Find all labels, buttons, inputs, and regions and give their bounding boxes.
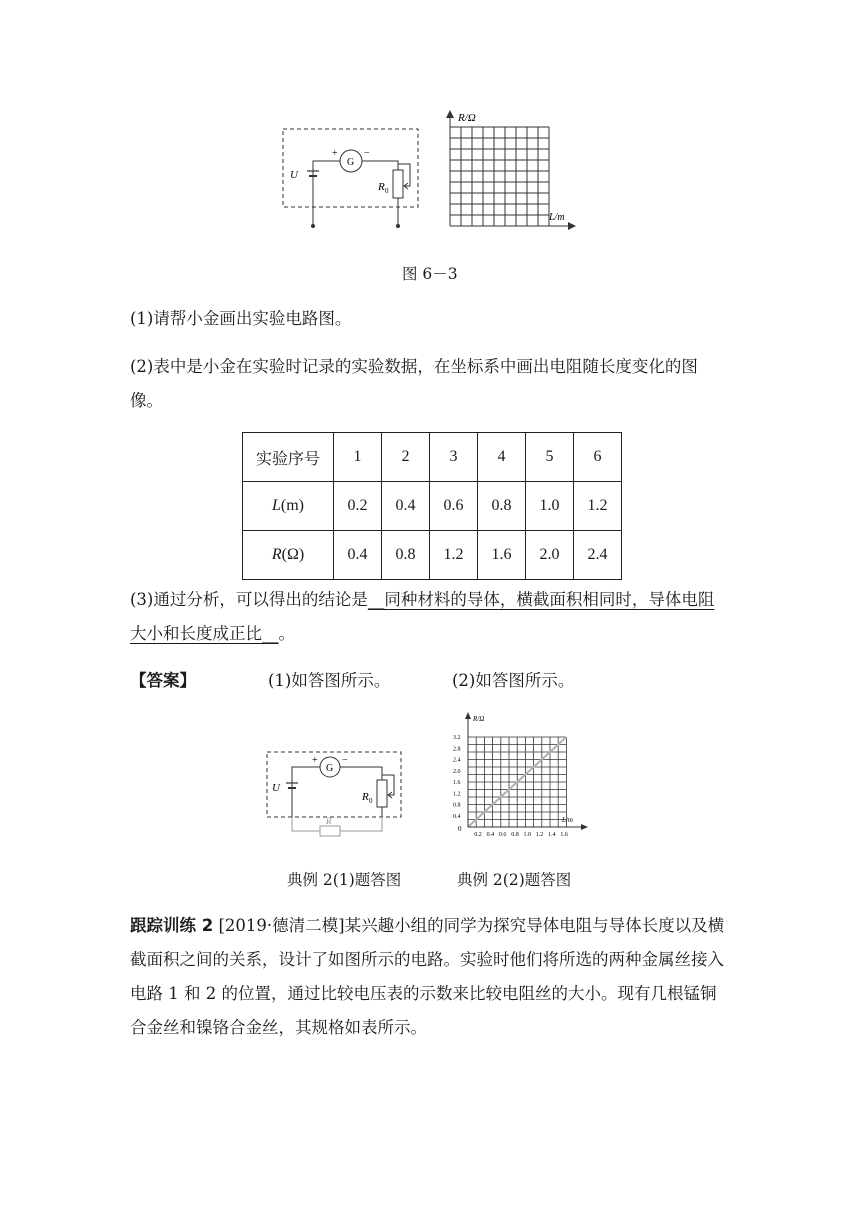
svg-text:R: R bbox=[326, 816, 332, 826]
answer-label: 【答案】 bbox=[130, 671, 196, 690]
rheostat-icon bbox=[377, 780, 387, 807]
x-tick-label: 0.8 bbox=[511, 832, 519, 838]
x-axis-label: L/m bbox=[549, 212, 565, 223]
origin-label: 0 bbox=[458, 825, 462, 833]
y-axis-label: R/Ω bbox=[473, 715, 485, 723]
table-row: R(Ω) 0.4 0.8 1.2 1.6 2.0 2.4 bbox=[243, 531, 622, 580]
svg-text:G: G bbox=[326, 763, 334, 774]
practice-label: 跟踪训练 2 bbox=[130, 916, 214, 935]
question-3-answer: __同种材料的导体，横截面积相同时，导体电阻大小和长度成正比__ bbox=[130, 590, 715, 643]
svg-text:0: 0 bbox=[385, 187, 389, 195]
y-tick-label: 3.2 bbox=[453, 735, 461, 741]
y-tick-label: 2.8 bbox=[453, 746, 461, 753]
y-tick-label: 0.4 bbox=[453, 813, 461, 820]
table-row: L(m) 0.2 0.4 0.6 0.8 1.0 1.2 bbox=[243, 482, 622, 531]
y-tick-label: 2.4 bbox=[453, 757, 461, 764]
x-tick-label: 1.0 bbox=[523, 832, 531, 838]
y-axis-label: R/Ω bbox=[458, 112, 476, 124]
x-tick-label: 0.6 bbox=[498, 832, 507, 838]
answer-caption-1: 典例 2(1)题答图 bbox=[287, 871, 402, 889]
svg-text:G: G bbox=[347, 157, 355, 168]
svg-text:R: R bbox=[362, 791, 369, 803]
rheostat-icon bbox=[393, 170, 403, 198]
practice-paragraph: 跟踪训练 2 [2019·德清二模]某兴趣小组的同学为探究导体电阻与导体长度以及横截面积之间的关系，设计了如图所示的电路。实验时他们将所选的两种金属丝接入电路 1 和 2 的位置，通过比较电压表的示数来比较电阻丝的大小。现有几根锰铜合金丝和镍铬合金丝，其规格如表所示。 bbox=[130, 916, 725, 1037]
svg-text:−: − bbox=[342, 755, 348, 766]
empty-grid bbox=[450, 127, 549, 226]
svg-text:R: R bbox=[378, 181, 385, 193]
question-2: (2)表中是小金在实验时记录的实验数据，在坐标系中画出电阻随长度变化的图像。 bbox=[130, 357, 698, 410]
svg-text:+: + bbox=[312, 755, 318, 766]
y-tick-label: 2.0 bbox=[453, 768, 461, 775]
answer-circuit-diagram bbox=[262, 745, 407, 840]
answer-part-1: (1)如答图所示。 bbox=[268, 671, 391, 690]
data-table bbox=[242, 432, 622, 580]
x-tick-label: 1.6 bbox=[560, 832, 568, 838]
svg-text:U: U bbox=[272, 782, 280, 794]
answer-part-2: (2)如答图所示。 bbox=[452, 671, 575, 690]
svg-text:0: 0 bbox=[369, 797, 373, 805]
x-tick-label: 0.4 bbox=[486, 832, 495, 838]
svg-text:−: − bbox=[364, 148, 370, 159]
svg-text:U: U bbox=[290, 169, 298, 181]
question-1: (1)请帮小金画出实验电路图。 bbox=[130, 309, 352, 328]
x-tick-label: 1.2 bbox=[535, 832, 544, 838]
figure-6-3 bbox=[278, 108, 618, 233]
x-tick-label: 1.4 bbox=[548, 832, 556, 838]
answer-chart bbox=[436, 710, 596, 840]
svg-text:+: + bbox=[332, 148, 338, 159]
answer-caption-2: 典例 2(2)题答图 bbox=[457, 871, 572, 889]
y-tick-label: 1.2 bbox=[453, 791, 461, 798]
y-tick-label: 0.8 bbox=[453, 802, 461, 809]
figure-caption: 图 6－3 bbox=[402, 265, 458, 283]
x-axis-label: L/m bbox=[562, 816, 573, 824]
table-header-row: 实验序号 1 2 3 4 5 6 bbox=[243, 433, 622, 482]
y-tick-label: 1.6 bbox=[453, 780, 461, 786]
x-tick-label: 0.2 bbox=[474, 832, 482, 838]
resistor-icon bbox=[320, 826, 340, 836]
question-3: (3)通过分析，可以得出的结论是__同种材料的导体，横截面积相同时，导体电阻大小和长度成正比__。 bbox=[130, 590, 715, 643]
